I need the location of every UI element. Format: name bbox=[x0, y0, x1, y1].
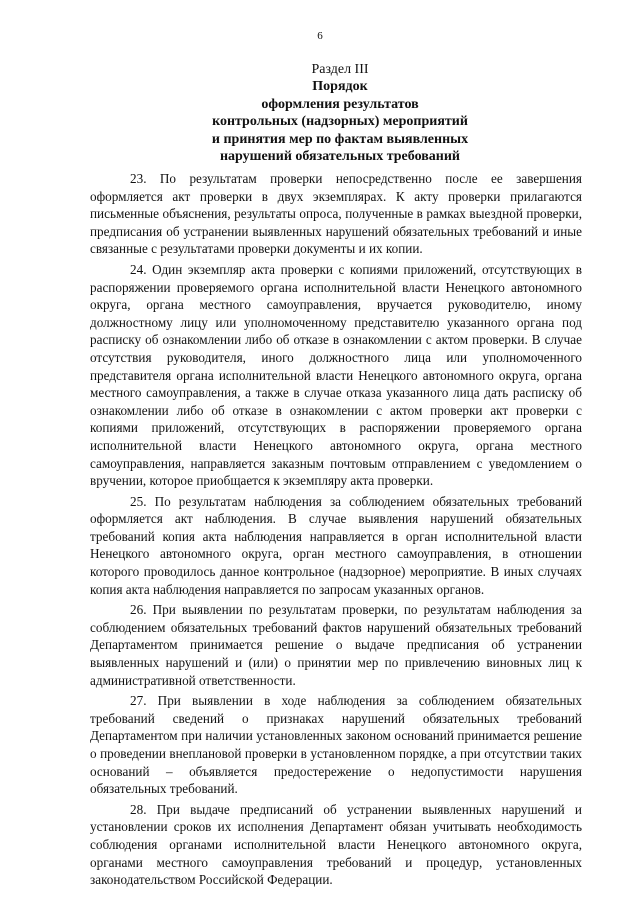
section-title-line: контрольных (надзорных) мероприятий bbox=[212, 114, 468, 130]
paragraph-28: 28. При выдаче предписаний об устранении выявленных нарушений и установлении сроков их исполнения Департамент обязан учитывать необходимость соблюдения органами исполнительной власти Ненецкого автономного округа, органами местного самоуправления требований и процедур, установленных законодательством Российской Федерации. bbox=[90, 801, 582, 888]
section-title-line: Порядок bbox=[312, 79, 368, 95]
section-title-line: оформления результатов bbox=[261, 96, 419, 112]
paragraph-27: 27. При выявлении в ходе наблюдения за соблюдением обязательных требований сведений о признаках нарушений обязательных требований Департаментом при наличии установленных законом оснований принимается решение о проведении внеплановой проверки в установленном порядке, а при отсутствии таких оснований – объявляется предостережение о недопустимости нарушения обязательных требований. bbox=[90, 693, 582, 797]
paragraph-24: 24. Один экземпляр акта проверки с копиями приложений, отсутствующих в распоряжении проверяемого органа исполнительной власти Ненецкого автономного округа, органа местного самоуправления, вручается руководителю, иному должностному лицу или уполномоченному представителю указанного органа под расписку об ознакомлении либо об отказе в ознакомлении с актом проверки. В случае отсутствия руководителя, иного должностного лица или уполномоченного представителя органа исполнительной власти Ненецкого автономного округа, органа местного самоуправления, а также в случае отказа указанного лица дать расписку об ознакомлении либо об отказе в ознакомлении с актом проверки акт проверки с копиями приложений, отсутствующих в распоряжении проверяемого органа исполнительной власти Ненецкого автономного округа, органа местного самоуправления, направляется заказным почтовым отправлением с уведомлением о вручении, которое приобщается к экземпляру акта проверки. bbox=[90, 261, 582, 489]
paragraph-23: 23. По результатам проверки непосредственно после ее завершения оформляется акт проверки в двух экземплярах. К акту проверки прилагаются письменные объяснения, результаты опроса, полученные в рамках выездной проверки, предписания об устранении выявленных нарушений обязательных требований и иные связанные с результатами проверки документы и их копии. bbox=[90, 171, 582, 257]
page-number: 6 bbox=[317, 30, 323, 42]
section-label: Раздел III bbox=[311, 62, 369, 77]
section-title-line: нарушений обязательных требований bbox=[219, 149, 460, 165]
paragraph-25: 25. По результатам наблюдения за соблюдением обязательных требований оформляется акт наблюдения. В случае выявления нарушений обязательных требований копия акта наблюдения направляется в орган исполнительной власти Ненецкого автономного округа, орган местного самоуправления, в отношении которого проводилось данное контрольное (надзорное) мероприятие. В иных случаях копия акта наблюдения направляется по запросам указанных органов. bbox=[90, 493, 582, 597]
paragraph-26: 26. При выявлении по результатам проверки, по результатам наблюдения за соблюдением обязательных требований фактов нарушений обязательных требований Департаментом принимается решение о выдаче предписания об устранении выявленных нарушений и (или) о принятии мер по привлечению виновных лиц к административной ответственности. bbox=[90, 602, 582, 688]
section-title-line: и принятия мер по фактам выявленных bbox=[211, 131, 469, 147]
section-heading bbox=[120, 61, 560, 165]
document-body bbox=[90, 170, 582, 889]
